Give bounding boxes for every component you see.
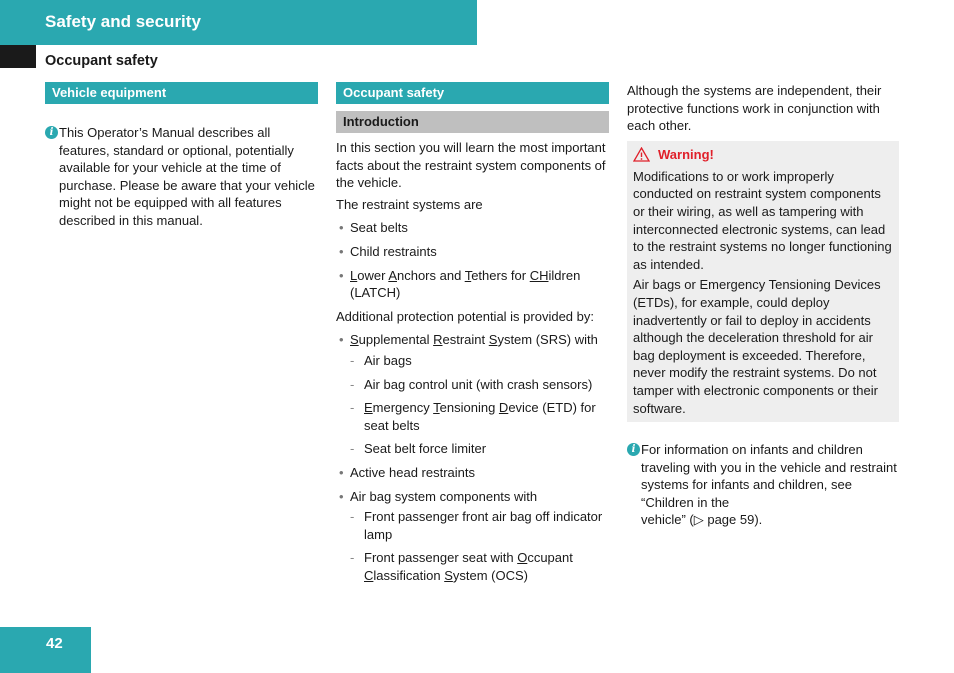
intro-text: In this section you will learn the most important facts about the restraint system components of the vehicle.: [336, 140, 606, 191]
item-text: Seat belt force limiter: [364, 441, 487, 457]
column-2: [336, 82, 609, 590]
airbag-components-sublist: [350, 508, 609, 584]
acronym-letter: L: [350, 267, 358, 283]
srs-sublist: [350, 352, 609, 458]
chapter-title: Safety and security: [45, 12, 201, 31]
item-text: ystem (SRS) with: [497, 332, 598, 348]
item-text: (LATCH): [350, 285, 401, 301]
section-marker: [0, 45, 36, 68]
independence-text: Although the systems are independent, their protective functions work in conjunction with each other.: [627, 83, 882, 134]
acronym-letter: T: [433, 400, 440, 416]
acronym-letter: S: [350, 332, 359, 348]
info-note: [45, 124, 318, 230]
additional-protection-text: Additional protection potential is provided by:: [336, 308, 594, 324]
warning-triangle-icon: [633, 147, 650, 162]
item-text: Seat belts: [350, 220, 408, 236]
item-text: evice (ETD) for seat belts: [364, 400, 596, 433]
acronym-letter: A: [388, 267, 397, 283]
acronym-letter: E: [364, 400, 373, 416]
page-reference-link[interactable]: vehicle” (▷ page 59).: [641, 512, 763, 528]
info-text: [641, 441, 899, 529]
warning-header: [633, 145, 893, 165]
warning-paragraph-2: Air bags or Emergency Tensioning Devices (ETDs), for example, could deploy inadvertently or fail to deploy in accidents although the deceleration threshold for air bag deployment is exceeded. Therefore, never modify the restraint systems. Do not tamper with electronic components or their software.: [633, 277, 881, 416]
acronym-letter: O: [517, 550, 528, 566]
column-1: [45, 82, 318, 230]
list-item: [336, 267, 609, 302]
heading-occupant-safety: Occupant safety: [336, 82, 609, 104]
item-text: ccupant: [527, 550, 573, 566]
heading-vehicle-equipment: Vehicle equipment: [45, 82, 318, 104]
item-text: lassification: [373, 567, 445, 583]
sublist-item: [350, 376, 609, 394]
additional-protection-list: [336, 331, 609, 584]
item-text: Air bag system components with: [350, 488, 538, 504]
item-text: Child restraints: [350, 243, 437, 259]
subheading-introduction: Introduction: [336, 111, 609, 133]
item-text: ethers for: [471, 267, 530, 283]
item-text: ower: [357, 267, 389, 283]
sublist-item: [350, 440, 609, 458]
warning-title: Warning!: [658, 146, 714, 162]
acronym-letter: D: [498, 400, 509, 416]
info-icon: i: [45, 126, 58, 139]
list-item: [336, 464, 609, 482]
info-icon: i: [627, 443, 640, 456]
sublist-item: [350, 352, 609, 370]
section-title: Occupant safety: [45, 53, 158, 69]
sublist-item: [350, 399, 609, 434]
item-text: Air bag control unit (with crash sensors): [364, 376, 593, 392]
info-note: [627, 441, 899, 529]
item-text: mergency: [372, 400, 434, 416]
column-3: [627, 82, 899, 529]
item-text: Front passenger seat with: [364, 550, 518, 566]
acronym-letter: R: [433, 332, 443, 348]
page-number-text: 42: [46, 635, 63, 652]
item-text: Front passenger front air bag off indicator lamp: [364, 509, 603, 542]
acronym-letter: S: [488, 332, 498, 348]
item-text: nchors and: [396, 267, 465, 283]
warning-box: [627, 141, 899, 422]
item-text: upplemental: [358, 332, 434, 348]
item-text: ildren: [548, 267, 581, 283]
list-item: [336, 243, 609, 261]
info-text: This Operator’s Manual describes all features, standard or optional, potentially available for your vehicle at the time of purchase. Please be aware that your vehicle might not be equipped with all features described in this manual.: [59, 125, 315, 228]
list-item: [336, 219, 609, 237]
page-number: [0, 627, 91, 673]
chapter-header: [0, 0, 477, 45]
acronym-letter: CH: [529, 267, 549, 283]
list-item: [336, 331, 609, 458]
list-item: [336, 488, 609, 585]
warning-paragraph-1: Modifications to or work improperly conducted on restraint system components or their wiring, as well as tampering with interconnected electronic systems, can lead to the restraint systems no longer functioning as intended.: [633, 168, 892, 272]
item-text: Air bags: [364, 352, 412, 368]
info-text-part: For information on infants and children traveling with you in the vehicle and restraint systems for infants and children, see “Children in the: [641, 442, 897, 510]
systems-lead: The restraint systems are: [336, 196, 483, 212]
acronym-letter: S: [444, 567, 453, 583]
acronym-letter: T: [464, 267, 472, 283]
sublist-item: [350, 508, 609, 543]
item-text: ensioning: [439, 400, 499, 416]
acronym-letter: C: [364, 567, 374, 583]
item-text: ystem (OCS): [452, 567, 528, 583]
sublist-item: [350, 549, 609, 584]
restraint-systems-list: [336, 219, 609, 301]
item-text: Active head restraints: [350, 464, 476, 480]
item-text: estraint: [442, 332, 489, 348]
